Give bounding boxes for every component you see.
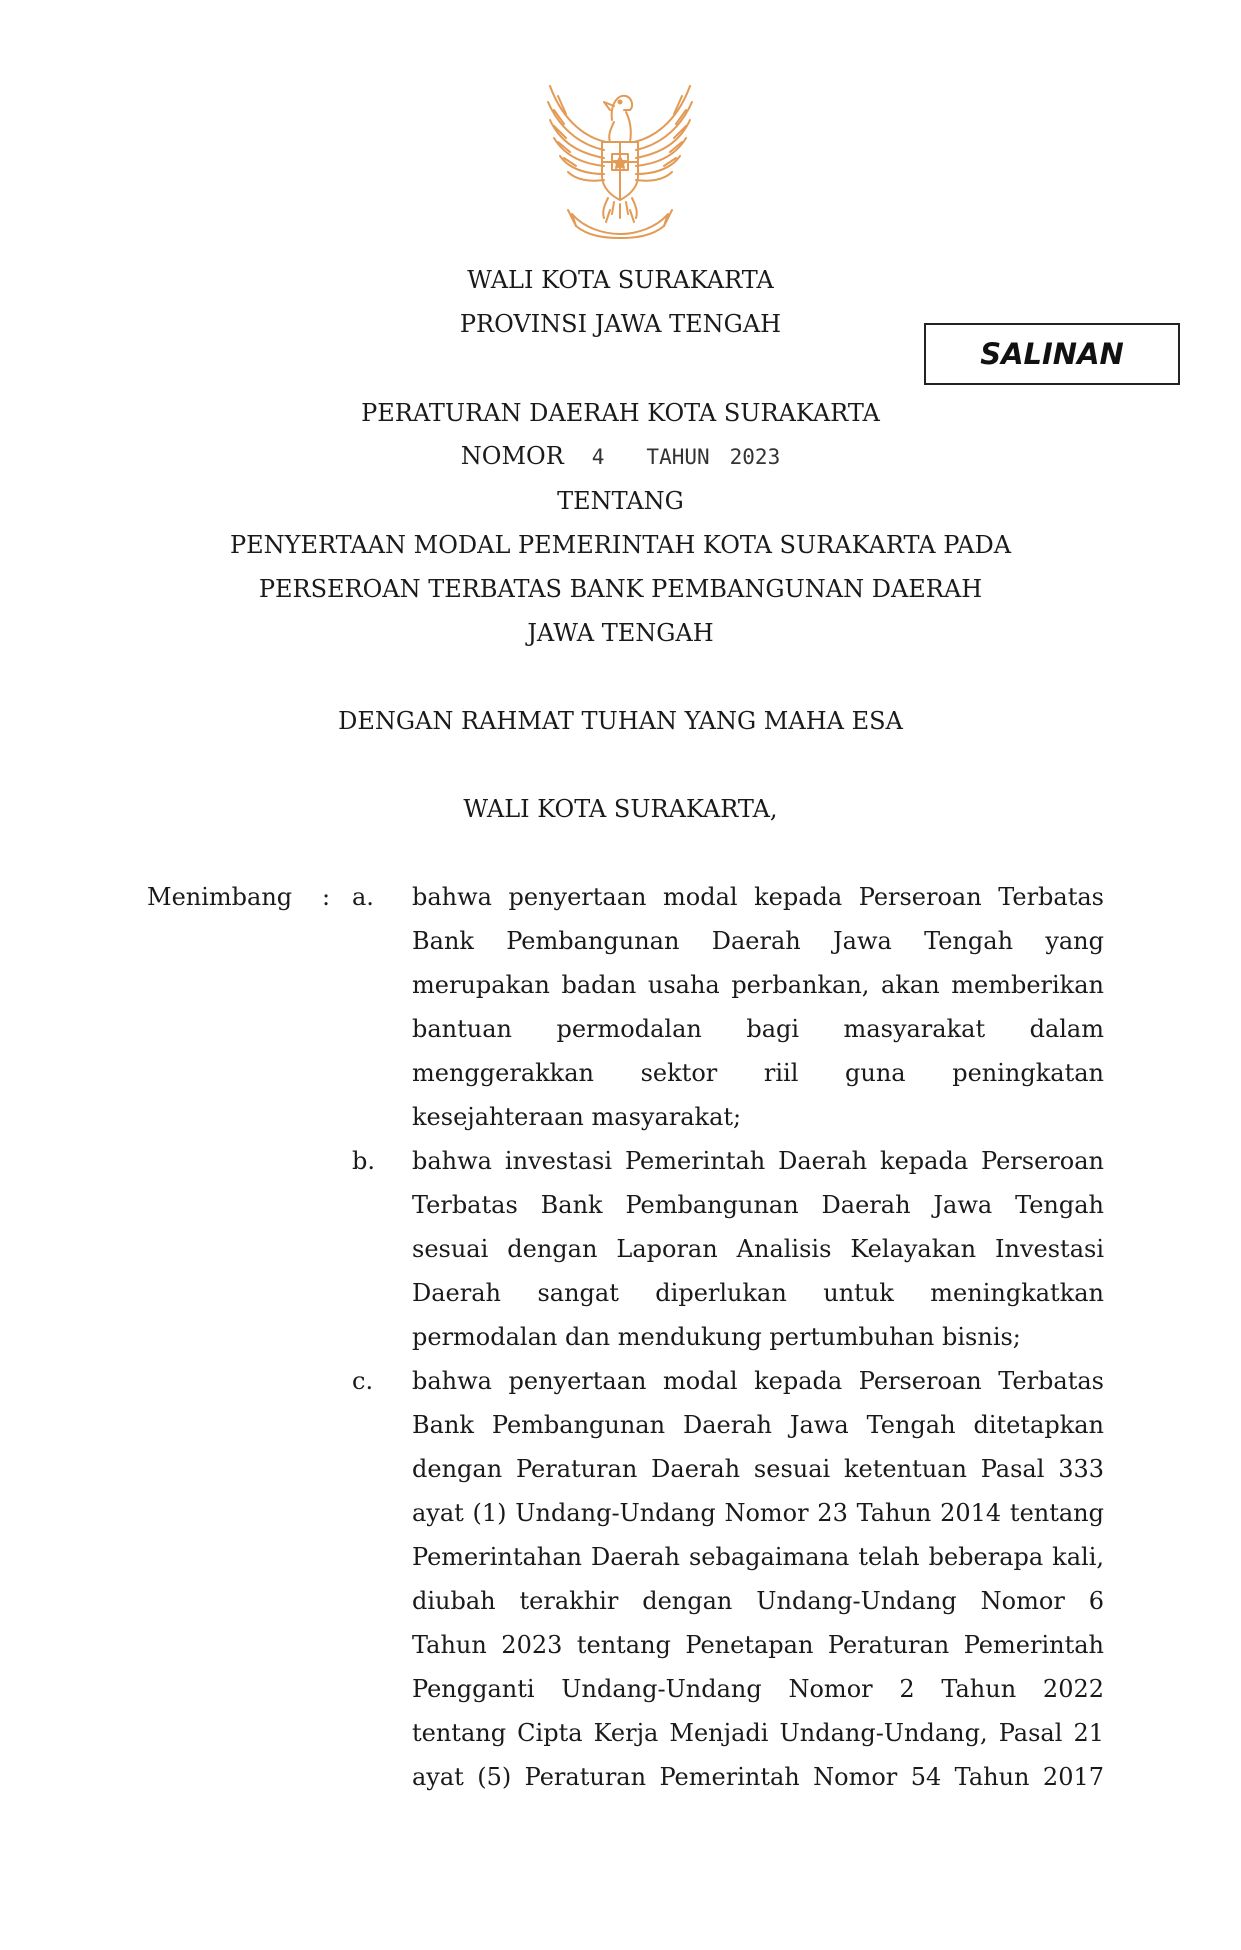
text-line: Pengganti Undang-Undang Nomor 2 Tahun 2022 bbox=[412, 1675, 1104, 1703]
text-line: Daerah sangat diperlukan untuk meningkatkan bbox=[412, 1279, 1104, 1307]
consideration-item-a bbox=[412, 875, 1104, 1139]
nomor-value: 4 bbox=[591, 445, 605, 469]
province-title: PROVINSI JAWA TENGAH bbox=[459, 310, 782, 338]
about-label: TENTANG bbox=[557, 487, 684, 515]
text-line: Bank Pembangunan Daerah Jawa Tengah yang bbox=[412, 927, 1104, 955]
text-line: dengan Peraturan Daerah sesuai ketentuan Pasal 333 bbox=[412, 1455, 1104, 1483]
menimbang-colon: : bbox=[322, 883, 331, 911]
nomor-label: NOMOR bbox=[460, 442, 564, 470]
text-line: ayat (5) Peraturan Pemerintah Nomor 54 Tahun 2017 bbox=[412, 1763, 1104, 1791]
text-line: sesuai dengan Laporan Analisis Kelayakan Investasi bbox=[412, 1235, 1104, 1263]
text-line: Bank Pembangunan Daerah Jawa Tengah ditetapkan bbox=[412, 1411, 1104, 1439]
text-line: bantuan permodalan bagi masyarakat dalam bbox=[412, 1015, 1104, 1043]
regulation-type: PERATURAN DAERAH KOTA SURAKARTA bbox=[361, 399, 880, 427]
tahun-label: TAHUN bbox=[646, 445, 710, 469]
text-line: Pemerintahan Daerah sebagaimana telah beberapa kali, bbox=[412, 1543, 1104, 1571]
text-line: ayat (1) Undang-Undang Nomor 23 Tahun 2014 tentang bbox=[412, 1499, 1104, 1527]
signatory-heading: WALI KOTA SURAKARTA, bbox=[463, 795, 778, 823]
text-line: menggerakkan sektor riil guna peningkatan bbox=[412, 1059, 1104, 1087]
regulation-number-line bbox=[0, 441, 1241, 472]
preamble-grace: DENGAN RAHMAT TUHAN YANG MAHA ESA bbox=[338, 707, 903, 735]
consideration-item-b bbox=[412, 1139, 1104, 1359]
text-line: Tahun 2023 tentang Penetapan Peraturan Pemerintah bbox=[412, 1631, 1104, 1659]
item-letter-a: a. bbox=[352, 883, 374, 911]
authority-title: WALI KOTA SURAKARTA bbox=[467, 266, 774, 294]
garuda-emblem-icon bbox=[544, 80, 696, 240]
text-line: tentang Cipta Kerja Menjadi Undang-Undang, Pasal 21 bbox=[412, 1719, 1104, 1747]
item-letter-c: c. bbox=[352, 1367, 374, 1395]
text-line: kesejahteraan masyarakat; bbox=[412, 1103, 742, 1131]
text-line: bahwa penyertaan modal kepada Perseroan Terbatas bbox=[412, 1367, 1104, 1395]
tahun-value: 2023 bbox=[729, 445, 781, 469]
regulation-title-line: JAWA TENGAH bbox=[527, 619, 714, 647]
text-line: bahwa penyertaan modal kepada Perseroan Terbatas bbox=[412, 883, 1104, 911]
item-letter-b: b. bbox=[352, 1147, 375, 1175]
text-line: Terbatas Bank Pembangunan Daerah Jawa Tengah bbox=[412, 1191, 1104, 1219]
salinan-stamp: SALINAN bbox=[924, 323, 1180, 385]
text-line: diubah terakhir dengan Undang-Undang Nomor 6 bbox=[412, 1587, 1104, 1615]
regulation-title-line: PENYERTAAN MODAL PEMERINTAH KOTA SURAKARTA PADA bbox=[229, 531, 1012, 559]
text-line: merupakan badan usaha perbankan, akan memberikan bbox=[412, 971, 1104, 999]
text-line: bahwa investasi Pemerintah Daerah kepada Perseroan bbox=[412, 1147, 1104, 1175]
text-line: permodalan dan mendukung pertumbuhan bisnis; bbox=[412, 1323, 1021, 1351]
menimbang-label: Menimbang bbox=[147, 883, 293, 911]
consideration-item-c bbox=[412, 1359, 1104, 1799]
regulation-title-line: PERSEROAN TERBATAS BANK PEMBANGUNAN DAERAH bbox=[258, 575, 983, 603]
